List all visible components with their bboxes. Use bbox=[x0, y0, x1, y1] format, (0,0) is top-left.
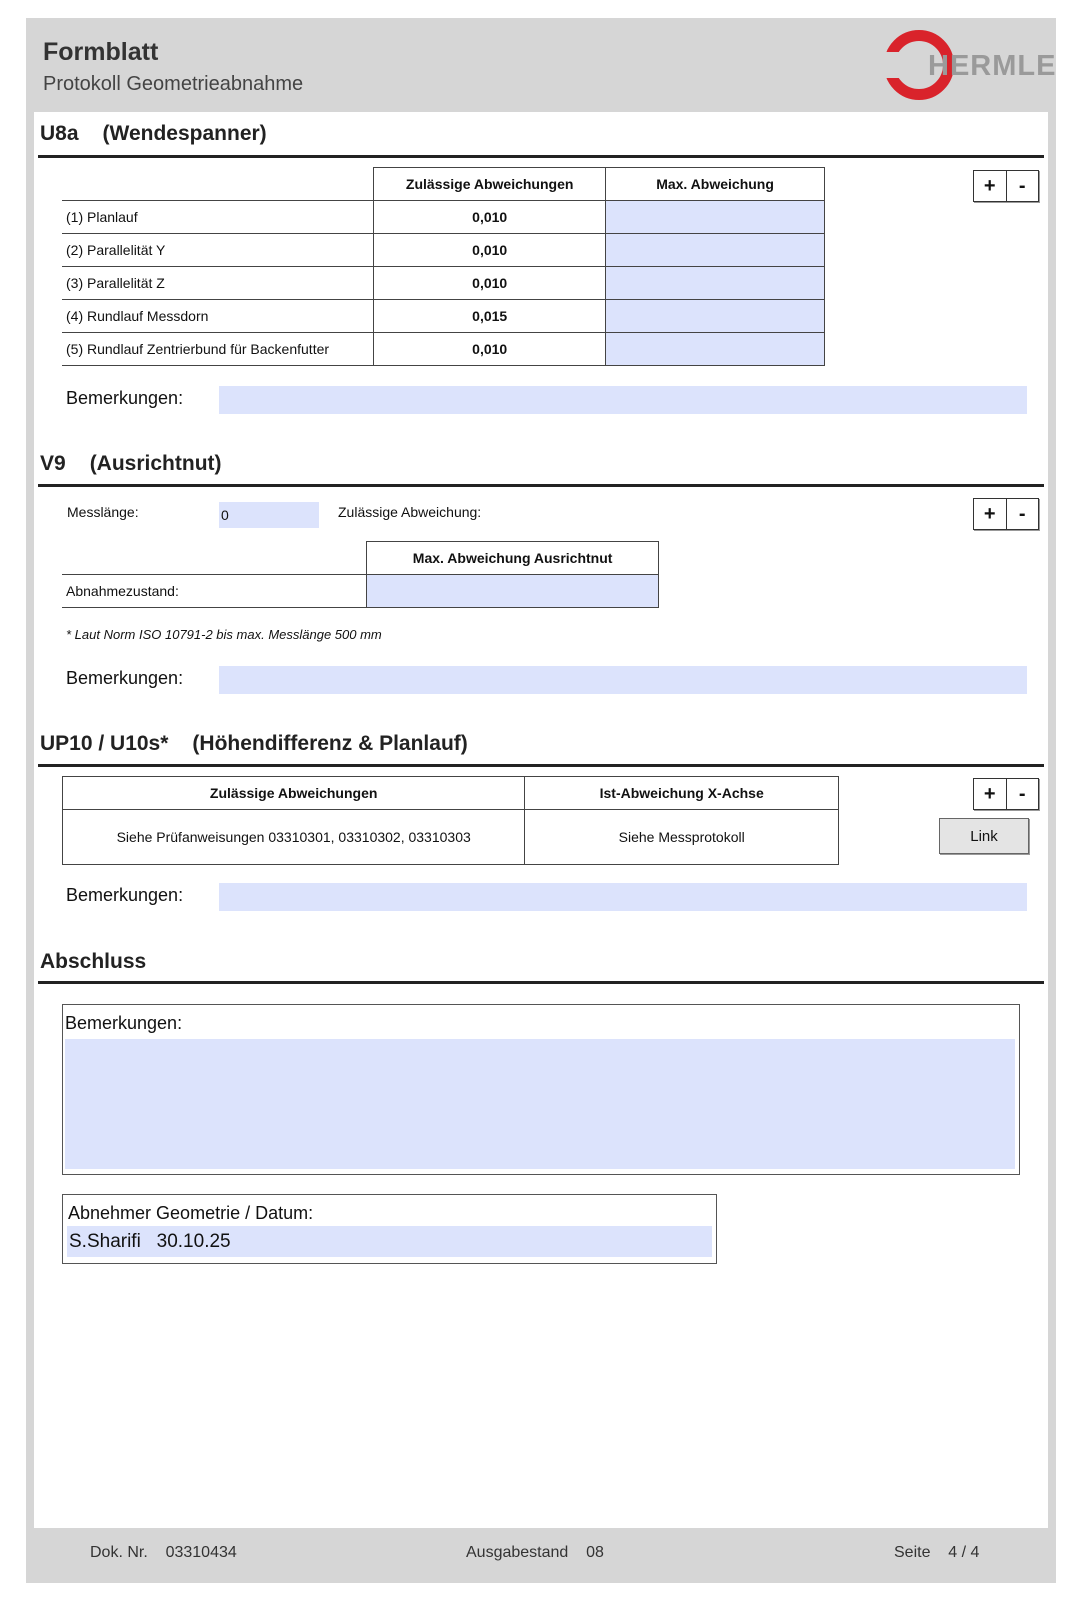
max-deviation-input[interactable] bbox=[606, 267, 825, 300]
up10-table bbox=[62, 776, 839, 865]
table-header-row bbox=[62, 168, 825, 201]
remarks-label: Bemerkungen: bbox=[66, 668, 184, 688]
max-deviation-input[interactable] bbox=[606, 333, 825, 366]
final-remarks-box bbox=[62, 1004, 1020, 1175]
col-actual-header: Ist-Abweichung X-Achse bbox=[525, 777, 839, 810]
v9-remarks-input[interactable] bbox=[219, 666, 1027, 694]
doc-number: Dok. Nr. 03310434 bbox=[90, 1544, 237, 1561]
table-header-row bbox=[63, 777, 839, 810]
allowed-value: 0,015 bbox=[374, 300, 606, 333]
u8a-row-controls bbox=[973, 170, 1039, 202]
form-subtitle: Protokoll Geometrieabnahme bbox=[43, 73, 304, 95]
remarks-label: Bemerkungen: bbox=[66, 388, 184, 408]
remove-row-button[interactable]: - bbox=[1007, 170, 1040, 202]
allowed-value: 0,010 bbox=[374, 201, 606, 234]
v9-table bbox=[62, 541, 659, 608]
row-label: (1) Planlauf bbox=[62, 201, 374, 234]
norm-footnote: * Laut Norm ISO 10791-2 bis max. Messlänge 500 mm bbox=[66, 627, 382, 642]
allowed-value: 0,010 bbox=[374, 267, 606, 300]
table-row bbox=[62, 234, 825, 267]
issue-state: Ausgabestand 08 bbox=[466, 1544, 604, 1561]
allowed-value: 0,010 bbox=[374, 234, 606, 267]
measure-length-label: Messlänge: bbox=[67, 504, 139, 520]
max-groove-deviation-input[interactable] bbox=[367, 575, 659, 608]
u8a-remarks-input[interactable] bbox=[219, 386, 1027, 414]
table-row bbox=[62, 267, 825, 300]
up10-remarks-input[interactable] bbox=[219, 883, 1027, 911]
inspector-box bbox=[62, 1194, 717, 1264]
row-label: (4) Rundlauf Messdorn bbox=[62, 300, 374, 333]
col-max-header: Max. Abweichung bbox=[606, 168, 825, 201]
page-number: Seite 4 / 4 bbox=[894, 1544, 980, 1561]
table-row bbox=[62, 575, 659, 608]
section-title-abschluss: Abschluss bbox=[40, 950, 147, 973]
hermle-logo bbox=[876, 30, 1057, 102]
col-max-groove-header: Max. Abweichung Ausrichtnut bbox=[367, 542, 659, 575]
section-title-v9: V9 (Ausrichtnut) bbox=[40, 452, 222, 475]
table-row bbox=[62, 300, 825, 333]
actual-value: Siehe Messprotokoll bbox=[525, 810, 839, 865]
logo-text: HERMLE bbox=[928, 50, 1057, 82]
section-divider bbox=[38, 484, 1044, 487]
add-row-button[interactable]: + bbox=[973, 170, 1007, 202]
allowed-value: 0,010 bbox=[374, 333, 606, 366]
v9-row-controls bbox=[973, 498, 1039, 530]
section-divider bbox=[38, 155, 1044, 158]
form-title: Formblatt bbox=[43, 38, 159, 66]
remove-row-button[interactable]: - bbox=[1007, 778, 1040, 810]
table-row bbox=[63, 810, 839, 865]
inspector-date-input[interactable]: S.Sharifi 30.10.25 bbox=[67, 1226, 712, 1257]
max-deviation-input[interactable] bbox=[606, 234, 825, 267]
remarks-label: Bemerkungen: bbox=[65, 1013, 183, 1033]
add-row-button[interactable]: + bbox=[973, 778, 1007, 810]
allowed-value: Siehe Prüfanweisungen 03310301, 03310302, 03310303 bbox=[63, 810, 525, 865]
link-button[interactable]: Link bbox=[939, 818, 1029, 854]
row-label: (5) Rundlauf Zentrierbund für Backenfutter bbox=[62, 333, 374, 366]
remove-row-button[interactable]: - bbox=[1007, 498, 1040, 530]
max-deviation-input[interactable] bbox=[606, 300, 825, 333]
section-title-u8a: U8a (Wendespanner) bbox=[40, 122, 267, 145]
final-remarks-input[interactable] bbox=[65, 1039, 1015, 1169]
table-header-row bbox=[62, 542, 659, 575]
section-divider bbox=[38, 981, 1044, 984]
section-divider bbox=[38, 764, 1044, 767]
col-allowed-header: Zulässige Abweichungen bbox=[63, 777, 525, 810]
up10-row-controls bbox=[973, 778, 1039, 810]
remarks-label: Bemerkungen: bbox=[66, 885, 184, 905]
row-label: Abnahmezustand: bbox=[62, 575, 367, 608]
row-label: (2) Parallelität Y bbox=[62, 234, 374, 267]
add-row-button[interactable]: + bbox=[973, 498, 1007, 530]
measure-length-input[interactable]: 0 bbox=[219, 502, 319, 528]
inspector-label: Abnehmer Geometrie / Datum: bbox=[68, 1203, 314, 1223]
section-title-up10: UP10 / U10s* (Höhendifferenz & Planlauf) bbox=[40, 732, 468, 755]
row-label: (3) Parallelität Z bbox=[62, 267, 374, 300]
table-row bbox=[62, 333, 825, 366]
allowed-deviation-label: Zulässige Abweichung: bbox=[338, 504, 482, 520]
col-allowed-header: Zulässige Abweichungen bbox=[374, 168, 606, 201]
u8a-table bbox=[62, 167, 825, 366]
max-deviation-input[interactable] bbox=[606, 201, 825, 234]
table-row bbox=[62, 201, 825, 234]
